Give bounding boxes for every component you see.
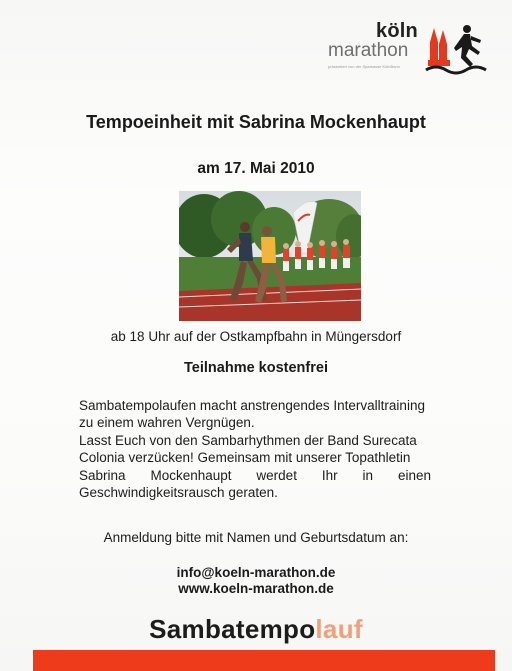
sambatempolauf-wordmark [0, 614, 512, 645]
event-description [79, 397, 431, 501]
brand-main-text: Sambatempo [149, 614, 316, 644]
description-line: Sambatempolaufen macht anstrengendes Intervalltraining [79, 398, 425, 413]
description-line: Geschwindigkeitsrausch geraten. [79, 485, 278, 501]
contact-website-link[interactable]: www.koeln-marathon.de [178, 581, 334, 596]
koeln-marathon-logo [326, 18, 496, 78]
logo-tagline: präsentiert von der Sparkasse KölnBonn [328, 64, 400, 69]
brand-accent-text: lauf [315, 614, 363, 644]
registration-note: Anmeldung bitte mit Namen und Geburtsdatum an: [103, 530, 409, 545]
page-title: Tempoeinheit mit Sabrina Mockenhaupt [86, 112, 426, 132]
runners-on-track-photo [179, 191, 361, 321]
contact-email-link[interactable]: info@koeln-marathon.de [176, 565, 336, 580]
logo-city-text: köln [376, 20, 418, 42]
description-line: zu einem wahren Vergnügen. [79, 415, 255, 431]
photo-illustration [179, 191, 361, 321]
logo-word-text: marathon [328, 40, 409, 61]
event-location: ab 18 Uhr auf der Ostkampfbahn in Müngersdorf [110, 329, 402, 344]
runner-cathedral-icon [424, 20, 488, 76]
description-line: Lasst Euch von den Sambarhythmen der Band Surecata [79, 432, 417, 448]
bottom-color-bar [33, 650, 495, 671]
participation-free-heading: Teilnahme kostenfrei [184, 360, 328, 376]
description-line: Colonia verzücken! Gemeinsam mit unserer Topathletin [79, 450, 411, 466]
description-line: Sabrina Mockenhaupt werdet Ihr in einen [79, 467, 431, 483]
event-date: am 17. Mai 2010 [197, 160, 315, 177]
